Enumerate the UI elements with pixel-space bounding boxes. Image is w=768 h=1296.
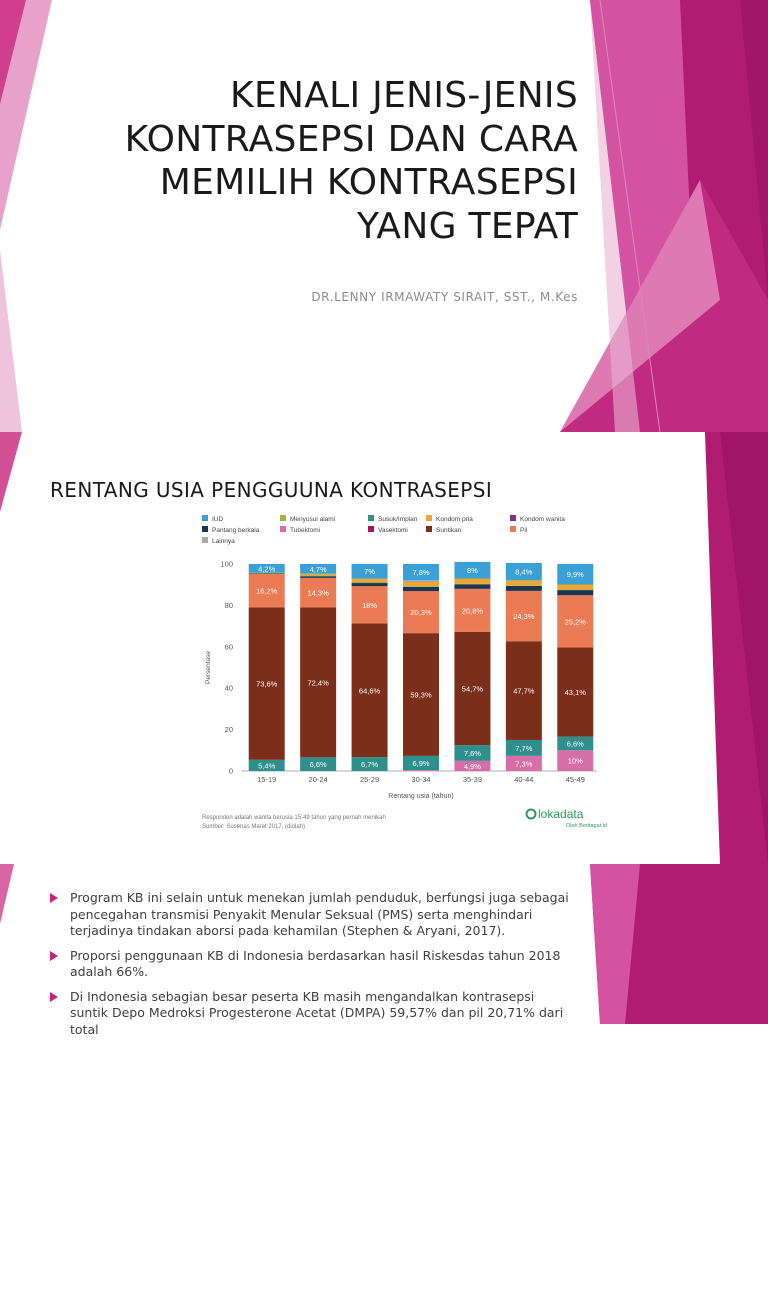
lokadata-logo-icon <box>527 810 536 819</box>
legend-label: Vasektomi <box>378 527 408 534</box>
y-tick-label: 100 <box>220 559 233 569</box>
data-label: 8% <box>467 566 478 576</box>
bar-segment <box>454 584 490 589</box>
data-label: 6,6% <box>566 739 584 749</box>
data-label: 9,9% <box>566 570 584 580</box>
bar-segment <box>403 582 439 586</box>
legend-swatch <box>510 515 516 521</box>
x-tick-label: 35-39 <box>462 775 483 784</box>
bar-segment <box>403 586 439 587</box>
legend-label: Susuk/Implan <box>378 516 418 523</box>
data-label: 7,3% <box>515 759 533 769</box>
x-tick-label: 20-24 <box>308 775 328 784</box>
data-label: 4,7% <box>309 564 327 574</box>
title-line: MEMILIH KONTRASEPSI <box>159 162 578 203</box>
x-tick-label: 40-44 <box>514 775 534 784</box>
author-name: DR.LENNY IRMAWATY SIRAIT, SST., M.Kes <box>311 290 578 304</box>
y-tick-label: 0 <box>228 766 233 776</box>
legend-swatch <box>202 537 208 543</box>
bullet-text: Program KB ini selain untuk menekan jumlah penduduk, berfungsi juga sebagai pencegahan transmisi Penyakit Menular Seksual (PMS) serta menghindari terjadinya tindakan aborsi pada kehamilan (Stephen & Aryani, 2017). <box>70 890 569 938</box>
bar-segment <box>557 589 593 590</box>
bar-segment <box>352 579 388 582</box>
y-tick-label: 40 <box>224 683 233 693</box>
data-label: 10% <box>567 756 583 766</box>
legend-label: Kondom wanita <box>520 516 565 523</box>
bar-segment <box>506 585 542 586</box>
data-label: 18% <box>362 600 378 610</box>
bar-segment <box>506 586 542 591</box>
legend-swatch <box>426 526 432 532</box>
legend-swatch <box>202 515 208 521</box>
data-label: 59,3% <box>410 690 432 700</box>
bar-segment <box>300 574 336 575</box>
bullet-item <box>50 948 570 981</box>
data-label: 24,3% <box>513 612 535 622</box>
x-tick-label: 25-29 <box>359 775 380 784</box>
chart-source: Sumber: Susenas Maret 2017, (diolah) <box>202 824 306 830</box>
data-label: 72,4% <box>307 678 329 688</box>
bar-segment <box>300 576 336 578</box>
slide-title <box>0 0 768 432</box>
legend-swatch <box>368 515 374 521</box>
y-tick-label: 80 <box>224 600 233 610</box>
y-tick-label: 20 <box>224 725 233 735</box>
data-label: 5,4% <box>258 761 276 771</box>
legend-label: Menyusui alami <box>290 516 336 523</box>
chart-slide-title: RENTANG USIA PENGGUUNA KONTRASEPSI <box>50 478 493 502</box>
bar-segment <box>249 573 285 574</box>
data-label: 47,7% <box>513 686 535 696</box>
data-label: 54,7% <box>461 684 484 694</box>
bullet-item <box>50 989 570 1039</box>
brand-sub: Oleh Beritagar.id <box>566 823 607 829</box>
data-label: 6,6% <box>309 760 327 770</box>
data-label: 4,2% <box>258 564 276 574</box>
data-label: 25,2% <box>564 617 586 627</box>
legend-swatch <box>368 526 374 532</box>
data-label: 16,2% <box>256 586 278 596</box>
x-tick-label: 30-34 <box>411 775 431 784</box>
y-tick-label: 60 <box>224 642 233 652</box>
legend-swatch <box>510 526 516 532</box>
data-label: 20,3% <box>410 608 432 618</box>
legend-label: Lainnya <box>212 538 235 545</box>
chart-footnote: Responden adalah wanita berusia 15-49 tahun yang pernah menikah <box>202 815 386 821</box>
bar-segment <box>506 580 542 585</box>
data-label: 6,9% <box>412 759 430 769</box>
bullet-text: Di Indonesia sebagian besar peserta KB masih mengandalkan kontrasepsi suntik Depo Medroksi Progesterone Acetat (DMPA) 59,57% dan pil 20,71% dari total <box>70 988 564 1037</box>
legend-swatch <box>280 515 286 521</box>
legend-swatch <box>280 526 286 532</box>
data-label: 14,3% <box>307 588 329 598</box>
bullet-text: Proporsi penggunaan KB di Indonesia berdasarkan hasil Riskesdas tahun 2018 adalah 66%. <box>70 947 561 979</box>
title-line: KENALI JENIS-JENIS <box>230 75 578 116</box>
data-label: 6,7% <box>361 760 379 770</box>
bar-segment <box>557 590 593 595</box>
title-line: KONTRASEPSI DAN CARA <box>124 118 578 160</box>
data-label: 8,4% <box>515 567 533 577</box>
bullet-arrow-icon <box>50 893 58 903</box>
bar-segment <box>352 583 388 586</box>
data-label: 7,7% <box>515 743 533 753</box>
data-label: 7,8% <box>412 568 430 578</box>
chart-svg <box>196 507 606 837</box>
legend-label: IUD <box>212 516 224 523</box>
legend-swatch <box>426 515 432 521</box>
legend-label: Suntikan <box>436 527 462 534</box>
x-tick-label: 15-19 <box>257 775 277 784</box>
bullet-list <box>50 890 570 1046</box>
bar-segment <box>403 580 439 582</box>
bullet-arrow-icon <box>50 992 58 1002</box>
data-label: 73,6% <box>256 679 278 689</box>
x-tick-label: 45-49 <box>565 775 585 784</box>
bar-segment <box>454 584 490 585</box>
bullet-arrow-icon <box>50 951 58 961</box>
title-line: YANG TEPAT <box>356 205 578 247</box>
bar-segment <box>454 578 490 583</box>
legend-label: Tubektomi <box>290 527 321 534</box>
legend-swatch <box>202 526 208 532</box>
y-axis-label: Persentase <box>205 651 212 684</box>
data-label: 20,8% <box>461 606 484 616</box>
legend-label: Pil <box>520 527 528 534</box>
contraception-chart <box>196 507 606 837</box>
slide-chart <box>0 432 768 864</box>
data-label: 7,6% <box>463 748 481 758</box>
x-axis-label: Rentang usia (tahun) <box>388 793 454 800</box>
bar-segment <box>403 770 439 771</box>
bar-segment <box>403 587 439 591</box>
bar-segment <box>352 582 388 583</box>
data-label: 64,6% <box>358 686 381 696</box>
bar-segment <box>352 578 388 579</box>
slide-text <box>0 864 768 1037</box>
bar-segment <box>300 575 336 576</box>
data-label: 4,9% <box>463 761 481 771</box>
legend-label: Pantang berkala <box>212 527 260 534</box>
bullet-item <box>50 890 570 940</box>
data-label: 7% <box>364 567 375 577</box>
brand-name: lokadata <box>538 807 584 821</box>
data-label: 43,1% <box>564 688 586 698</box>
legend-label: Kondom pria <box>436 516 473 523</box>
bar-segment <box>557 584 593 589</box>
presentation-title <box>118 74 578 248</box>
